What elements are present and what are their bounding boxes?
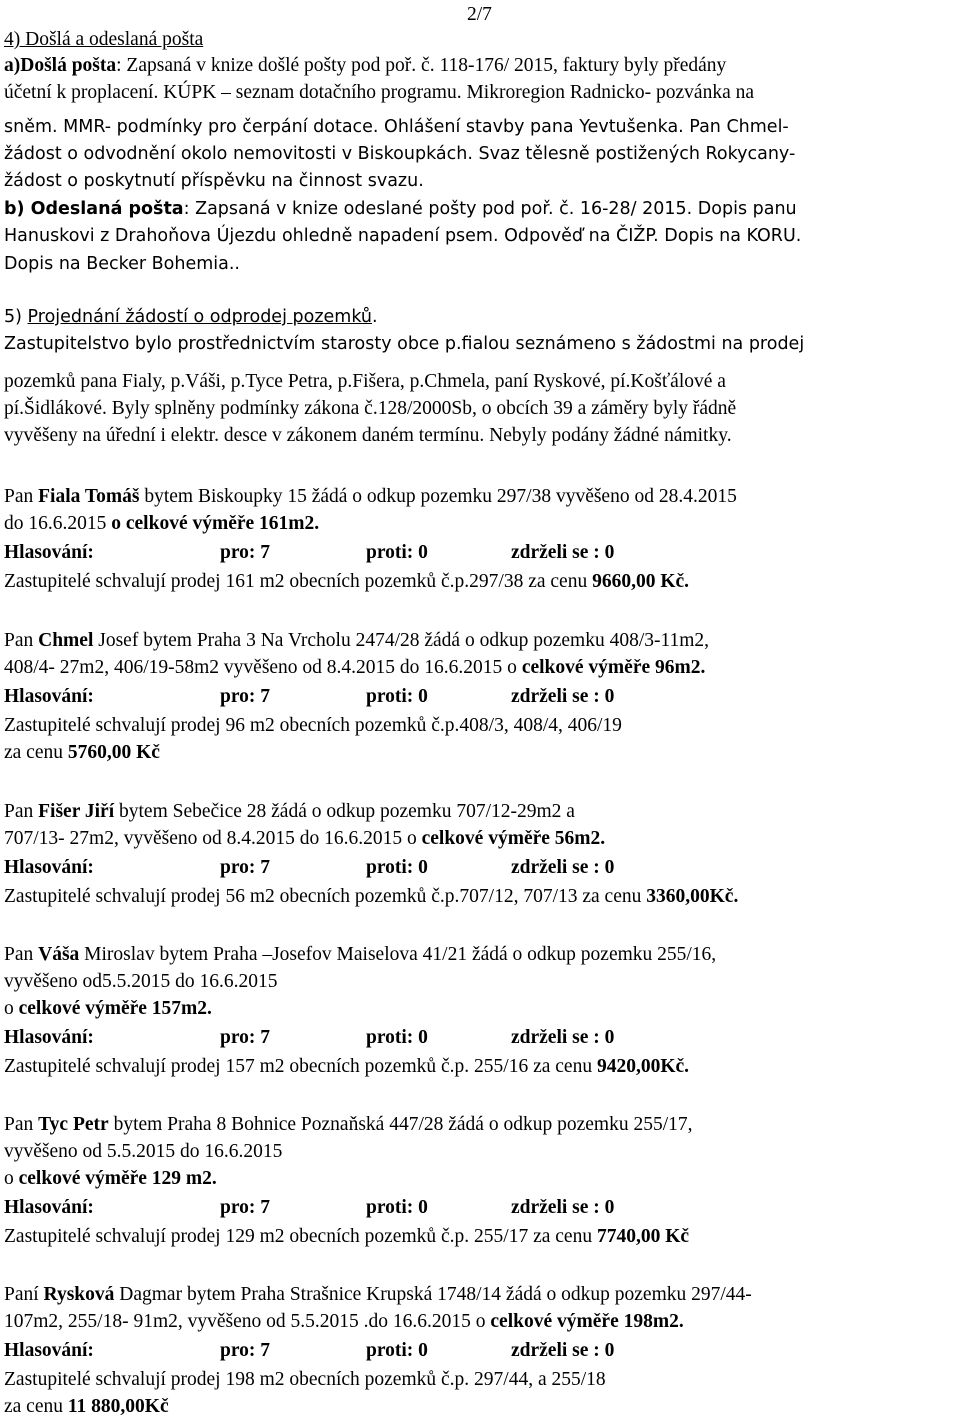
outgoing-mail-line-2: Hanuskovi z Drahoňova Újezdu ohledně napadení psem. Odpověď na ČIŽP. Dopis na KORU. xyxy=(4,226,802,246)
approval-tyc: Zastupitelé schvalují prodej 129 m2 obecních pozemků č.p. 255/17 za cenu 7740,00 Kč xyxy=(4,1226,690,1247)
request-fiala-line-2: do 16.6.2015 o celkové výměře 161m2. xyxy=(4,513,320,534)
request-ryskova-line-2: 107m2, 255/18- 91m2, vyvěšeno od 5.5.2015 .do 16.6.2015 o celkové výměře 198m2. xyxy=(4,1311,684,1332)
request-tyc-line-3: o celkové výměře 129 m2. xyxy=(4,1168,217,1189)
outgoing-mail-line-3: Dopis na Becker Bohemia.. xyxy=(4,254,240,274)
price: 3360,00Kč. xyxy=(646,886,739,907)
applicant-name: Chmel xyxy=(38,630,94,651)
council-line-1: Zastupitelstvo bylo prostřednictvím starosty obce p.fialou seznámeno s žádostmi na prodej xyxy=(4,334,805,354)
price: 9660,00 Kč. xyxy=(592,571,690,592)
section-5-heading: 5) Projednání žádostí o odprodej pozemků. xyxy=(4,307,378,327)
approval-ryskova-price: za cenu 11 880,00Kč xyxy=(4,1396,169,1417)
approval-vasa: Zastupitelé schvalují prodej 157 m2 obecních pozemků č.p. 255/16 za cenu 9420,00Kč. xyxy=(4,1056,690,1077)
incoming-mail-label: a)Došlá pošta xyxy=(4,55,117,76)
applicant-name: Váša xyxy=(38,944,80,965)
applicant-name: Fišer Jiří xyxy=(38,801,115,822)
approval-chmel-price: za cenu 5760,00 Kč xyxy=(4,742,160,763)
price: 5760,00 Kč xyxy=(67,742,160,763)
council-line-3: pí.Šidlákové. Byly splněny podmínky zákona č.128/2000Sb, o obcích 39 a záměry byly řádně xyxy=(4,398,737,419)
incoming-mail-line-3: sněm. MMR- podmínky pro čerpání dotace. Ohlášení stavby pana Yevtušenka. Pan Chmel- xyxy=(4,117,789,137)
request-chmel-line-1: Pan Chmel Josef bytem Praha 3 Na Vrcholu 2474/28 žádá o odkup pozemku 408/3-11m2, xyxy=(4,630,710,651)
applicant-name: Rysková xyxy=(43,1284,115,1305)
request-tyc-line-1: Pan Tyc Petr bytem Praha 8 Bohnice Poznaňská 447/28 žádá o odkup pozemku 255/17, xyxy=(4,1114,693,1135)
price: 9420,00Kč. xyxy=(596,1056,690,1077)
request-tyc-line-2: vyvěšeno od 5.5.2015 do 16.6.2015 xyxy=(4,1141,283,1162)
incoming-mail-line-1: a)Došlá pošta: Zapsaná v knize došlé pošty pod poř. č. 118-176/ 2015, faktury byly předány xyxy=(4,55,727,76)
approval-fiala: Zastupitelé schvalují prodej 161 m2 obecních pozemků č.p.297/38 za cenu 9660,00 Kč. xyxy=(4,571,690,592)
outgoing-mail-label: b) Odeslaná pošta xyxy=(4,199,184,219)
price: 7740,00 Kč xyxy=(596,1226,690,1247)
incoming-mail-line-4: žádost o odvodnění okolo nemovitosti v Biskoupkách. Svaz tělesně postižených Rokycany- xyxy=(4,144,796,164)
request-chmel-line-2: 408/4- 27m2, 406/19-58m2 vyvěšeno od 8.4.2015 do 16.6.2015 o celkové výměře 96m2. xyxy=(4,657,706,678)
outgoing-mail-line-1: b) Odeslaná pošta: Zapsaná v knize odeslané pošty pod poř. č. 16-28/ 2015. Dopis panu xyxy=(4,199,797,219)
section-4-heading: 4) Došlá a odeslaná pošta xyxy=(4,29,204,50)
approval-ryskova: Zastupitelé schvalují prodej 198 m2 obecních pozemků č.p. 297/44, a 255/18 xyxy=(4,1369,606,1390)
incoming-mail-line-2: účetní k proplacení. KÚPK – seznam dotačního programu. Mikroregion Radnicko- pozvánka na xyxy=(4,82,754,103)
document-page: 2/7 4) Došlá a odeslaná pošta a)Došlá pošta: Zapsaná v knize došlé pošty pod poř. č. 118-176/ 2015, faktury byly předány účetní k proplacení. KÚPK – seznam dotačního programu. Mikroregion Radnicko- pozvánka na sněm. MMR- podmínky pro čerpání dotace. Ohlášení stavby pana Yevtušenka. Pan Chmel- žádost o odvodnění okolo nemovitosti v Biskoupkách. Svaz tělesně postižených Rokycany- žádost o poskytnutí příspěvku na činnost svazu. b) Odeslaná pošta: Zapsaná v knize odeslané pošty pod poř. č. 16-28/ 2015. Dopis panu Hanuskovi z Drahoňova Újezdu ohledně napadení psem. Odpověď na ČIŽP. Dopis na KORU. Dopis na Becker Bohemia.. 5) Projednání žádostí o odprodej pozemků. Zastupitelstvo bylo prostřednictvím starosty obce p.fialou seznámeno s žádostmi na prodej pozemků pana Fialy, p.Váši, p.Tyce Petra, p.Fišera, p.Chmela, paní Ryskové, pí.Košťálové a pí.Šidlákové. Byly splněny podmínky zákona č.128/2000Sb, o obcích 39 a záměry byly řádně vyvěšeny na úřední i elektr. desce v zákonem daném termínu. Nebyly podány žádné námitky. Pan Fiala Tomáš bytem Biskoupky 15 žádá o odkup pozemku 297/38 vyvěšeno od 28.4.2015 do 16.6.2015 o celkové výměře 161m2. Hlasování: pro: 7 proti: 0 zdrželi se : 0 Zastupitelé schvalují prodej 161 m2 obecních pozemků č.p.297/38 za cenu 9660,00 Kč. Pan Chmel Josef bytem Praha 3 Na Vrcholu 2474/28 žádá o odkup pozemku 408/3-11m2, 408/4- 27m2, 406/19-58m2 vyvěšeno od 8.4.2015 do 16.6.2015 o celkové výměře 96m2. Hlasování: pro: 7 proti: 0 zdrželi se : 0 Zastupitelé schvalují prodej 96 m2 obecních pozemků č.p.408/3, 408/4, 406/19 za cenu 5760,00 Kč Pan Fišer Jiří bytem Sebečice 28 žádá o odkup pozemku 707/12-29m2 a 707/13- 27m2, vyvěšeno od 8.4.2015 do 16.6.2015 o celkové výměře 56m2. Hlasování: pro: 7 proti: 0 zdrželi se : 0 Zastupitelé schvalují prodej 56 m2 obecních pozemků č.p.707/12, 707/13 za cenu 3360,00Kč. Pan Váša Miroslav bytem Praha –Josefov Maiselova 41/21 žádá o odkup pozemku 255/16, vyvěšeno od5.5.2015 do 16.6.2015 o celkové výměře 157m2. Hlasování: pro: 7 proti: 0 zdrželi se : 0 Zastupitelé schvalují prodej 157 m2 obecních pozemků č.p. 255/16 za cenu 9420,00Kč. Pan Tyc Petr bytem Praha 8 Bohnice Poznaňská 447/28 žádá o odkup pozemku 255/17, vyvěšeno od 5.5.2015 do 16.6.2015 o celkové výměře 129 m2. Hlasování: pro: 7 proti: 0 zdrželi se : 0 Zastupitelé schvalují prodej 129 m2 obecních pozemků č.p. 255/17 za cenu 7740,00 Kč Paní Rysková Dagmar bytem Praha Strašnice Krupská 1748/14 žádá o odkup pozemku 297/44- 107m2, 255/18- 91m2, vyvěšeno od 5.5.2015 .do 16.6.2015 o celkové výměře 198m2. Hlasování: pro: 7 proti: 0 zdrželi se : 0 Zastupitelé schvalují prodej 198 m2 obecních pozemků č.p. 297/44, a 255/18 za cenu 11 880,00Kč xyxy=(0,0,960,1424)
request-ryskova-line-1: Paní Rysková Dagmar bytem Praha Strašnice Krupská 1748/14 žádá o odkup pozemku 297/44- xyxy=(4,1284,752,1305)
request-fiser-line-2: 707/13- 27m2, vyvěšeno od 8.4.2015 do 16.6.2015 o celkové výměře 56m2. xyxy=(4,828,606,849)
applicant-name: Tyc Petr xyxy=(38,1114,109,1135)
price: 11 880,00Kč xyxy=(67,1396,169,1417)
request-vasa-line-2: vyvěšeno od5.5.2015 do 16.6.2015 xyxy=(4,971,278,992)
request-fiala-line-1: Pan Fiala Tomáš bytem Biskoupky 15 žádá o odkup pozemku 297/38 vyvěšeno od 28.4.2015 xyxy=(4,486,737,507)
approval-fiser: Zastupitelé schvalují prodej 56 m2 obecních pozemků č.p.707/12, 707/13 za cenu 3360,00Kč. xyxy=(4,886,739,907)
incoming-mail-line-5: žádost o poskytnutí příspěvku na činnost svazu. xyxy=(4,171,424,191)
council-line-4: vyvěšeny na úřední i elektr. desce v zákonem daném termínu. Nebyly podány žádné námitky. xyxy=(4,425,732,446)
council-line-2: pozemků pana Fialy, p.Váši, p.Tyce Petra, p.Fišera, p.Chmela, paní Ryskové, pí.Košťálové a xyxy=(4,371,726,392)
request-vasa-line-1: Pan Váša Miroslav bytem Praha –Josefov Maiselova 41/21 žádá o odkup pozemku 255/16, xyxy=(4,944,717,965)
request-fiser-line-1: Pan Fišer Jiří bytem Sebečice 28 žádá o odkup pozemku 707/12-29m2 a xyxy=(4,801,575,822)
applicant-name: Fiala Tomáš xyxy=(38,486,140,507)
request-vasa-line-3: o celkové výměře 157m2. xyxy=(4,998,212,1019)
approval-chmel: Zastupitelé schvalují prodej 96 m2 obecních pozemků č.p.408/3, 408/4, 406/19 xyxy=(4,715,622,736)
page-number: 2/7 xyxy=(467,4,492,25)
